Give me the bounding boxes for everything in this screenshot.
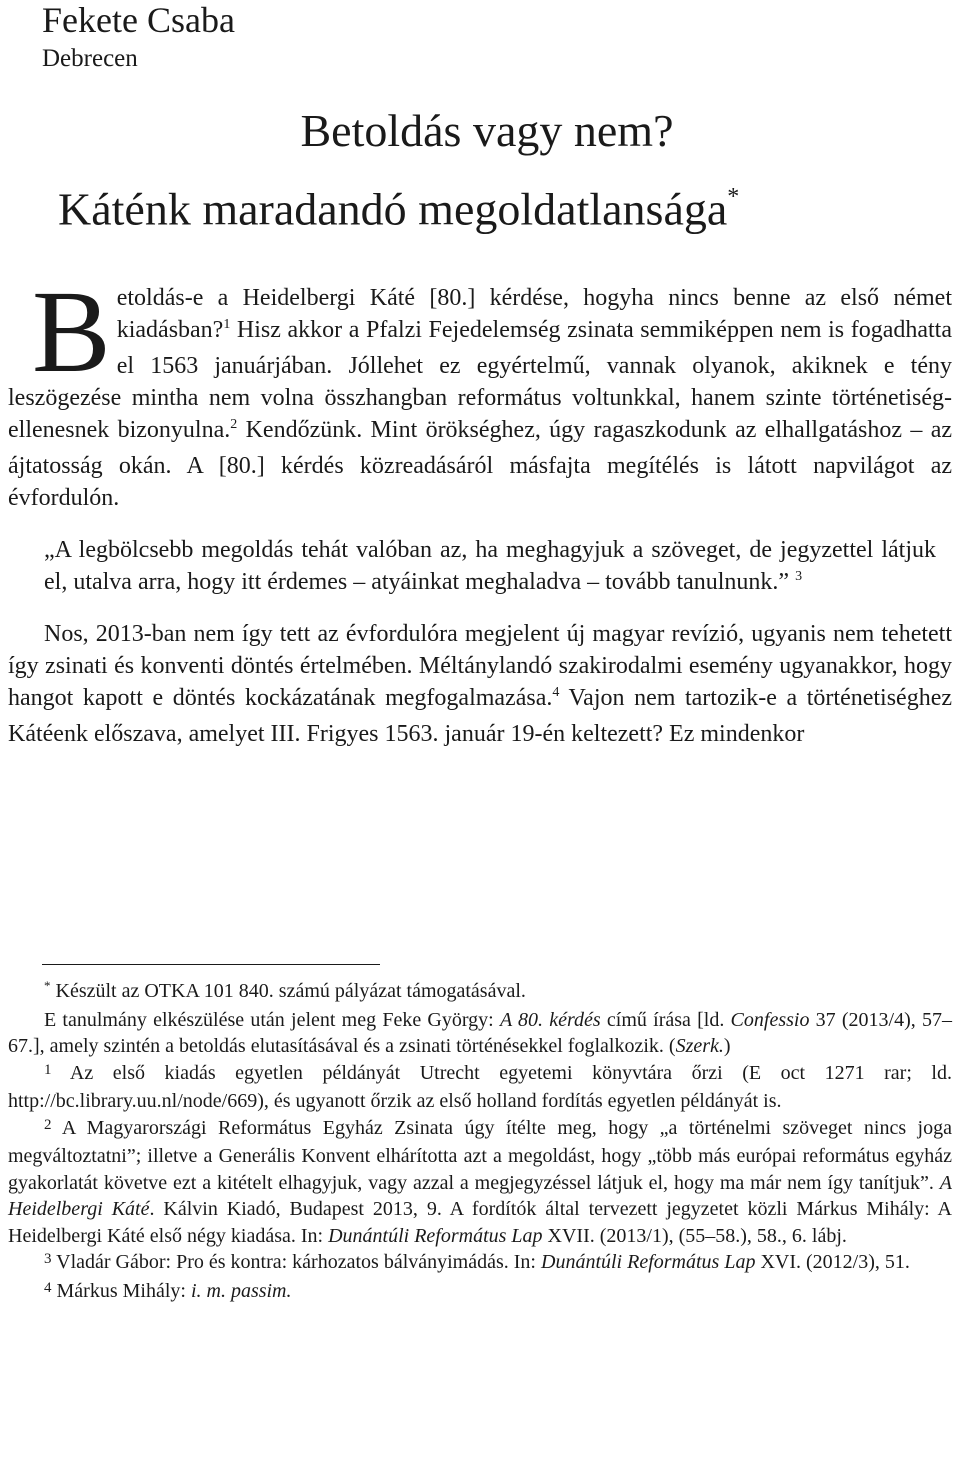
footnote-2-number: 2 (44, 1116, 52, 1133)
quote-text: „A legbölcsebb megoldás tehát valóban az, ha meghagyjuk a szöveget, de jegyzettel látjuk el, utalva arra, hogy itt érdemes – atyáinkat meghaladva – tovább tanulnunk.” (44, 537, 936, 595)
footnote-3-text-a: Vladár Gábor: Pro és kontra: kárhozatos bálványimádás. In: (51, 1251, 541, 1273)
footnote-ref-1: 1 (223, 317, 231, 332)
fn-star-cont-a: E tanulmány elkészülése után jelent meg Feke György: (44, 1008, 500, 1031)
footnote-2-text-a: A Magyarországi Református Egyház Zsinata úgy ítélte meg, hogy „a történelmi szöveget nincs joga megváltoztatni”; illetve a Generális Konvent elhárította azt a megoldást, hogy „több más európai református egyház gyakorlatát követve ezt a kitételt elhagyjuk, vagy azzal a megjegyzéssel látjuk el, hogy ma már nem így tanítjuk”. (8, 1116, 952, 1194)
footnote-2-text-b: . Kálvin Kiadó, Budapest 2013, 9. A fordítók által tervezett jegyzetet közli Márkus Mihály: A Heidelbergi Káté első négy kiadása. In: (8, 1198, 952, 1247)
p1-text-a: etoldás-e a Heidelbergi Káté [80.] kérdése, hogyha nincs benne az első német kiadásban? (116, 285, 952, 343)
footnotes (8, 978, 952, 1306)
footnote-3 (8, 1249, 952, 1278)
footnote-4-text-a: Márkus Mihály: (51, 1279, 191, 1302)
footnote-1-number: 1 (44, 1061, 52, 1078)
footnote-divider (42, 964, 380, 965)
footnote-4-number: 4 (44, 1279, 52, 1296)
fn-star-cont-d: ) (723, 1035, 731, 1057)
p2-text-b: Vajon nem tartozik-e a történetiséghez Kátéenk előszava, amelyet III. Frigyes 1563. január 19-én keltezett? Ez mindenkor (8, 685, 953, 747)
footnote-2-italic-2: Dunántúli Református Lap (328, 1224, 543, 1247)
footnote-ref-3: 3 (795, 569, 803, 584)
article-title-line2 (58, 174, 739, 236)
article-body (8, 266, 953, 750)
footnote-1 (8, 1060, 952, 1115)
footnote-ref-2: 2 (230, 417, 238, 432)
footnote-2-text-c: XVII. (2013/1), (55–58.), 58., 6. lábj. (542, 1224, 847, 1247)
footnote-3-number: 3 (44, 1251, 52, 1267)
author-city: Debrecen (42, 45, 138, 72)
footnote-2 (8, 1115, 952, 1250)
title-star-mark: * (727, 184, 740, 210)
footnote-4 (8, 1278, 952, 1307)
footnote-star-text: Készült az OTKA 101 840. számú pályázat támogatásával. (50, 980, 526, 1002)
article-title-line1: Betoldás vagy nem? (300, 105, 674, 156)
fn-star-cont-italic-2: Confessio (730, 1008, 810, 1031)
paragraph-1 (8, 266, 952, 514)
footnote-star-mark: * (44, 978, 51, 993)
footnote-4-italic: i. m. passim. (190, 1279, 292, 1302)
footnote-3-text-b: XVI. (2012/3), 51. (755, 1251, 910, 1273)
author-name: Fekete Csaba (42, 0, 235, 40)
title-line2-text: Káténk maradandó megoldatlansága (58, 183, 728, 235)
fn-star-cont-italic-3: Szerk. (675, 1035, 724, 1057)
drop-cap: B (32, 266, 111, 397)
p1-text-b: Hisz akkor a Pfalzi Fejedelemség zsinata semmiképpen nem is fogadhatta el 1563 januárjában. Jóllehet ez egyértelmű, vannak olyanok, akiknek e tény leszögezése mintha nem volna összhangban református voltunkkal, hanem szinte történetiség-ellenesnek bizonyulna. (8, 317, 952, 443)
footnote-2-italic-1: A Heidelbergi Káté (8, 1171, 952, 1220)
block-quote (44, 534, 936, 602)
fn-star-cont-b: című írása [ld. (600, 1008, 731, 1031)
p1-text-c: Kendőzünk. Mint örökséghez, úgy ragaszkodunk az elhallgatáshoz – az ájtatosság okán. A [80.] kérdés közreadásáról másfajta megítélés is látott napvilágot az évfordulón. (8, 417, 952, 511)
footnote-3-italic: Dunántúli Református Lap (541, 1251, 756, 1273)
footnote-ref-4: 4 (552, 685, 560, 700)
fn-star-cont-italic-1: A 80. kérdés (499, 1008, 601, 1031)
footnote-star-continuation (8, 1007, 952, 1060)
paragraph-2 (8, 618, 952, 750)
p2-text-a: Nos, 2013-ban nem így tett az évfordulóra megjelent új magyar revízió, ugyanis nem tehetett így zsinati és konventi döntés értelmében. Méltánylandó szakirodalmi esemény ugyanakkor, hogy hangot kapott e döntés kockázatának megfogalmazása. (8, 621, 952, 711)
footnote-1-text: Az első kiadás egyetlen példányát Utrecht egyetemi könyvtára őrzi (E oct 1271 rar; ld. http://bc.library.uu.nl/node/669), és ugyanott őrzik az első holland fordítás egyetlen példányát is. (8, 1061, 952, 1112)
fn-star-cont-c: 37 (2013/4), 57–67.], amely szintén a betoldás elutasításával és a zsinati történésekkel foglalkozik. ( (8, 1008, 952, 1057)
footnote-star (8, 978, 952, 1007)
